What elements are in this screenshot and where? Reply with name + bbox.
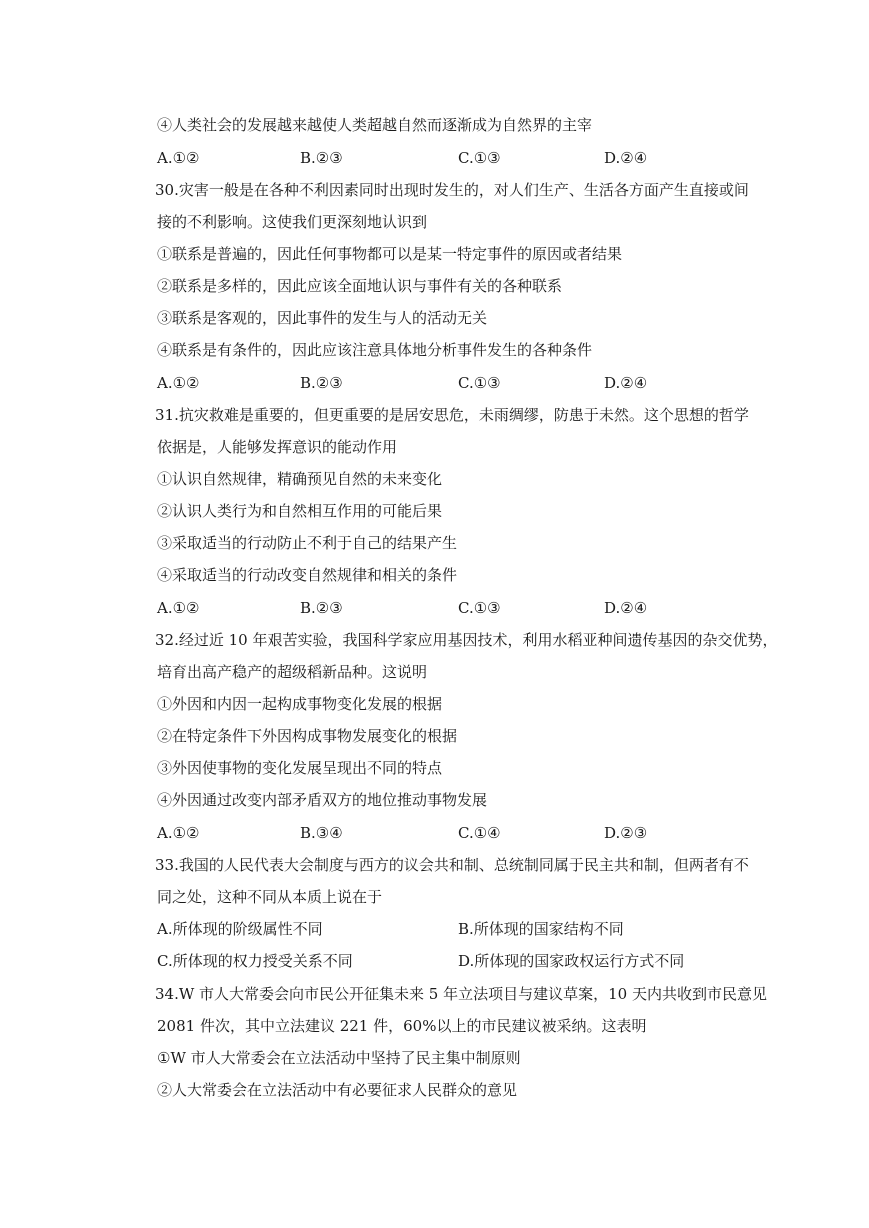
q29-option-d: D.②④ [604,149,648,167]
q30-item-3: ③联系是客观的，因此事件的发生与人的活动无关 [157,309,488,327]
q32-stem-line1: 32.经过近 10 年艰苦实验，我国科学家应用基因技术，利用水稻亚种间遗传基因的杂交优势， [155,631,778,649]
q31-stem-line2: 依据是，人能够发挥意识的能动作用 [157,438,398,456]
q34-stem-line2: 2081 件次，其中立法建议 221 件，60%以上的市民建议被采纳。这表明 [157,1017,647,1035]
q30-stem-line1: 30.灾害一般是在各种不利因素同时出现时发生的，对人们生产、生活各方面产生直接或间 [155,181,749,199]
q30-stem-line2: 接的不利影响。这使我们更深刻地认识到 [157,213,428,231]
q30-item-2: ②联系是多样的，因此应该全面地认识与事件有关的各种联系 [157,277,563,295]
q32-item-4: ④外因通过改变内部矛盾双方的地位推动事物发展 [157,791,488,809]
q31-stem-line1: 31.抗灾救难是重要的，但更重要的是居安思危，未雨绸缪，防患于未然。这个思想的哲学 [155,406,749,424]
q33-option-b: B.所体现的国家结构不同 [458,920,624,938]
q31-option-d: D.②④ [604,599,648,617]
q31-option-b: B.②③ [300,599,343,617]
q32-option-d: D.②③ [604,824,648,842]
q30-option-a: A.①② [157,374,200,392]
q33-option-a: A.所体现的阶级属性不同 [157,920,323,938]
q34-stem-line1: 34.W 市人大常委会向市民公开征集未来 5 年立法项目与建议草案，10 天内共收到市民意见 [155,985,767,1003]
q32-option-a: A.①② [157,824,200,842]
q29-option-c: C.①③ [458,149,501,167]
q34-item-1: ①W 市人大常委会在立法活动中坚持了民主集中制原则 [157,1049,521,1067]
q32-item-2: ②在特定条件下外因构成事物发展变化的根据 [157,727,458,745]
q31-item-2: ②认识人类行为和自然相互作用的可能后果 [157,502,443,520]
q29-option-a: A.①② [157,149,200,167]
q33-stem-line1: 33.我国的人民代表大会制度与西方的议会共和制、总统制同属于民主共和制，但两者有不 [155,856,749,874]
q31-option-a: A.①② [157,599,200,617]
q32-stem-line2: 培育出高产稳产的超级稻新品种。这说明 [157,663,428,681]
q30-item-1: ①联系是普遍的，因此任何事物都可以是某一特定事件的原因或者结果 [157,245,623,263]
q32-item-3: ③外因使事物的变化发展呈现出不同的特点 [157,759,443,777]
q30-option-c: C.①③ [458,374,501,392]
q31-item-1: ①认识自然规律，精确预见自然的未来变化 [157,470,443,488]
q32-option-c: C.①④ [458,824,501,842]
q31-item-4: ④采取适当的行动改变自然规律和相关的条件 [157,566,458,584]
q32-item-1: ①外因和内因一起构成事物变化发展的根据 [157,695,443,713]
q33-option-d: D.所体现的国家政权运行方式不同 [458,952,685,970]
q33-stem-line2: 同之处，这种不同从本质上说在于 [157,888,383,906]
q30-option-d: D.②④ [604,374,648,392]
q30-item-4: ④联系是有条件的，因此应该注意具体地分析事件发生的各种条件 [157,341,593,359]
q30-option-b: B.②③ [300,374,343,392]
q31-item-3: ③采取适当的行动防止不利于自己的结果产生 [157,534,458,552]
q33-option-c: C.所体现的权力授受关系不同 [157,952,353,970]
q34-item-2: ②人大常委会在立法活动中有必要征求人民群众的意见 [157,1081,518,1099]
q29-option-b: B.②③ [300,149,343,167]
q31-option-c: C.①③ [458,599,501,617]
q29-item-4: ④人类社会的发展越来越使人类超越自然而逐渐成为自然界的主宰 [157,116,593,134]
q32-option-b: B.③④ [300,824,343,842]
